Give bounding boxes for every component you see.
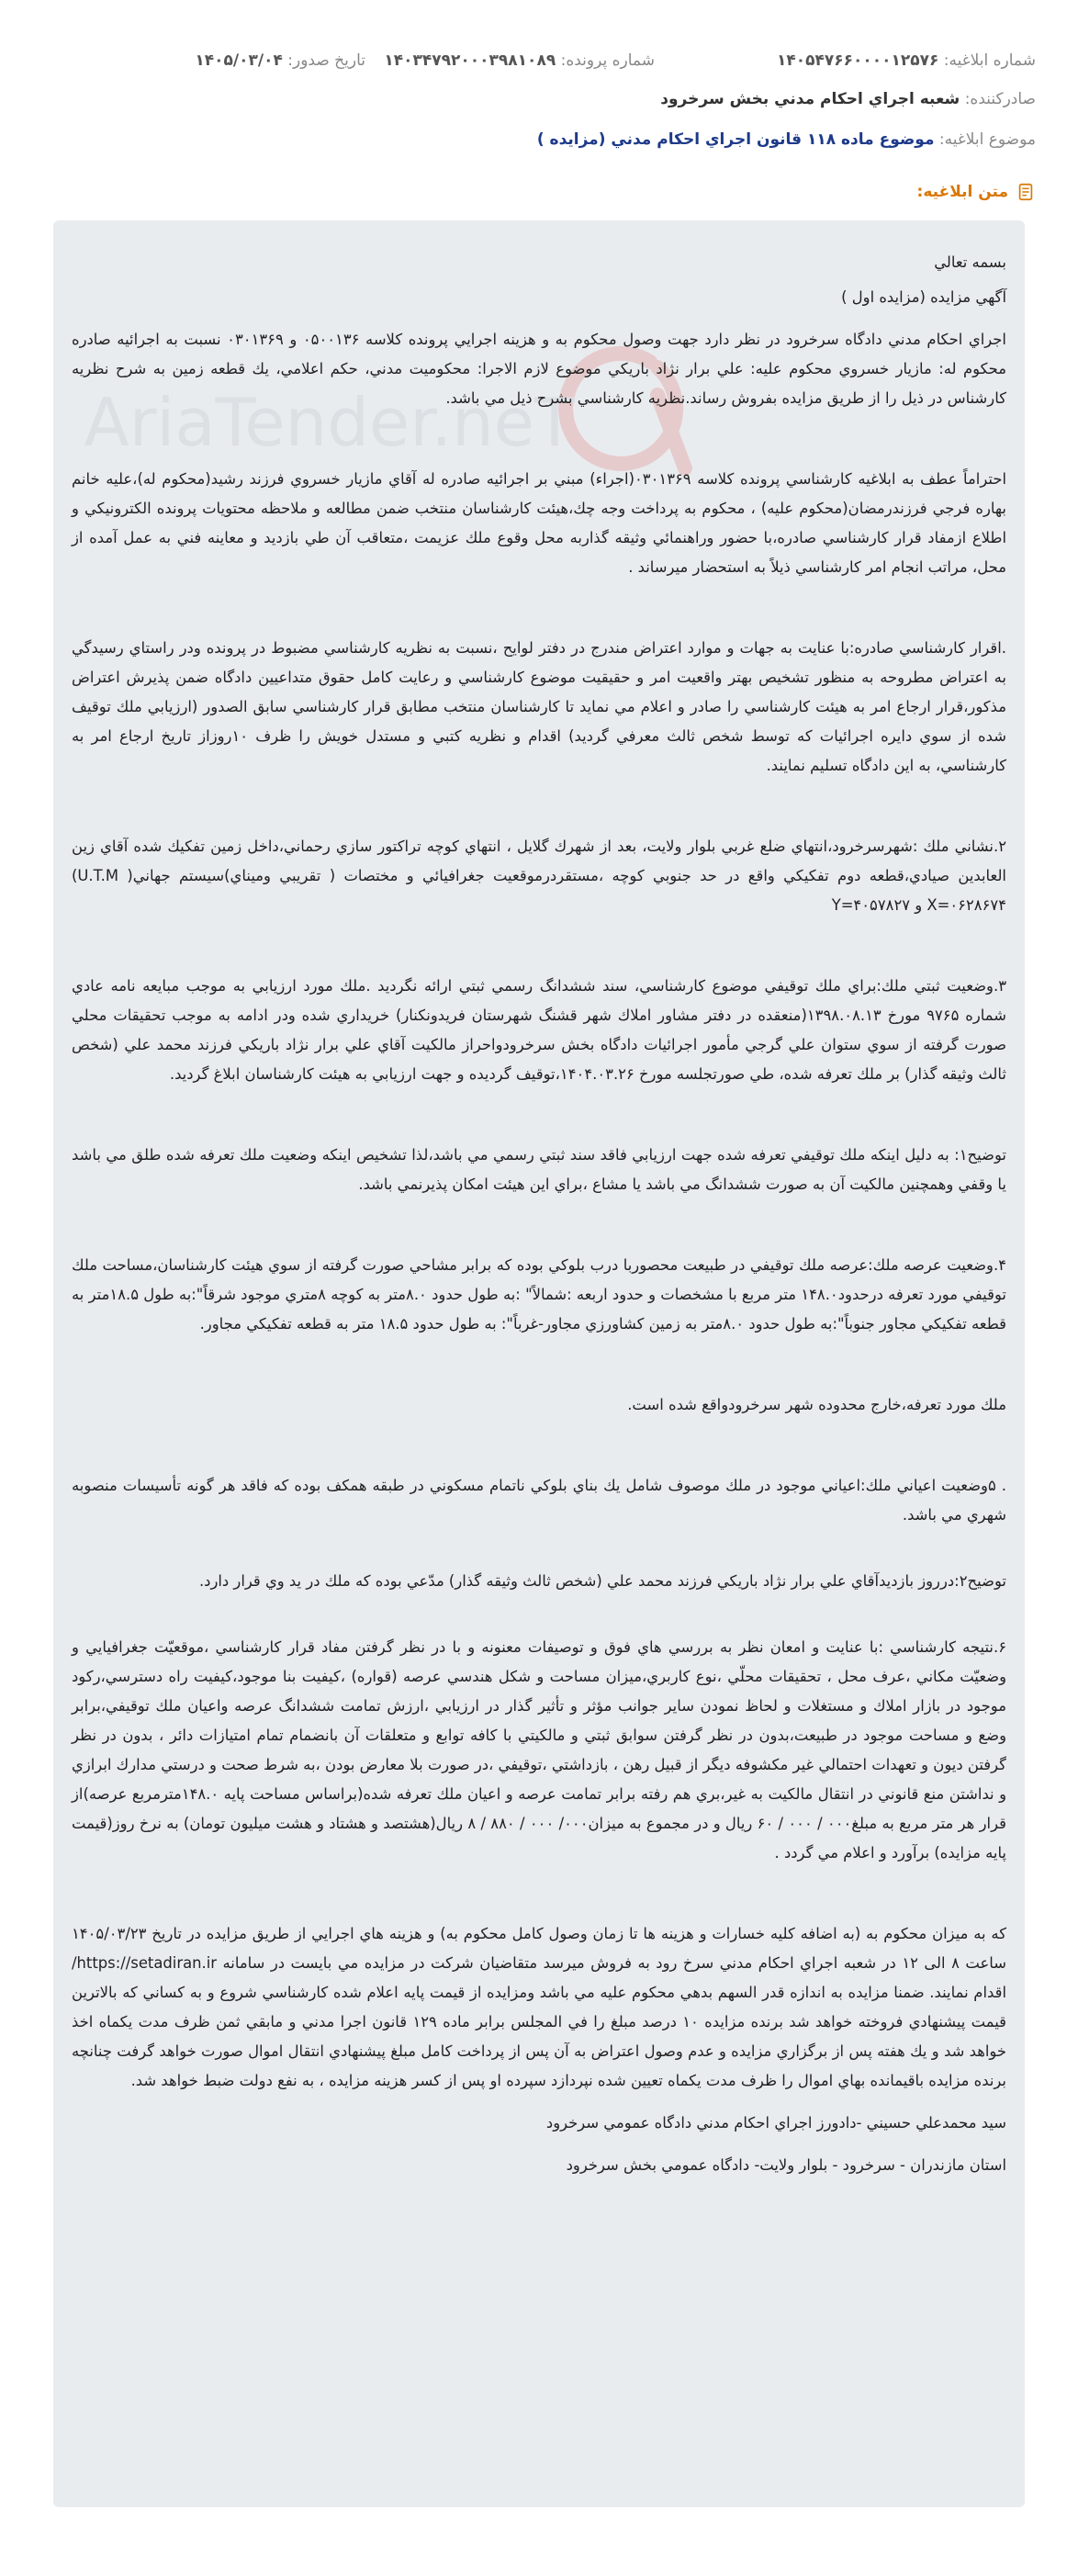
issuer-label: صادرکننده: [964, 90, 1036, 108]
watermark-text: AriaTender.neT [84, 384, 575, 461]
signature-line: سيد محمدعلي حسيني -دادورز اجراي احكام مدني دادگاه عمومي سرخرود [545, 2114, 1006, 2132]
body-paragraph-12: توضيح۲:درروز بازديدآقاي علي برار نژاد باريكي فرزند محمد علي (شخص ثالث وثيقه گذار) مدّعي بوده كه ملك در يد وي قرار دارد. [198, 1572, 1006, 1590]
case-number-value: ۱۴۰۳۴۷۹۲۰۰۰۳۹۸۱۰۸۹ [384, 51, 556, 70]
notice-content-box [53, 220, 1025, 2507]
document-icon [1016, 182, 1036, 202]
body-paragraph-13: ۶.نتيجه كارشناسي :با عنايت و امعان نظر به بررسي هاي فوق و توصيفات معنونه و با در نظر گرفتن مفاد قرار كارشناسي ،موقعيّت جغرافيايي و وضعيّت مكاني ،عرف محل ، تحقيقات محلّي ،نوع كاربري،ميزان مساحت و شكل هندسي عرصه (قواره) ،كيفيت بنا موجود،كيفيت راه دسترسي،ركود موجود در بازار املاك و مستغلات و لحاظ نمودن ساير جوانب مؤثر و تأثير گذار در ارزيابي ،ارزش تمامت ششدانگ عرصه واعيان ملك توقيفي،برابر وضع و مساحت موجود در طبيعت،بدون در نظر گرفتن سوابق ثبتي و مالكيتي با كافه توابع و متعلقات آن بانضمام تمام امتيازات دائر ، بدون در نظر گرفتن ديون و تعهدات احتمالي غير مكشوفه ديگر از قبيل رهن ، بازداشتي ،توقيفي ،در صورت بلا معارض بودن ،به شرط صحت و درستي مدارك ابرازي و نداشتن منع قانوني در انتقال مالكيت به غير،بري هم رفته برابر تمامت عرصه و اعيان ملك تعرفه شده(براساس مساحت پايه ۱۴۸.۰مترمربع عرصه)از قرار هر متر مربع به مبلغ۰۰۰ / ۰۰۰ / ۶۰ ريال و در مجموع به ميزان۰۰۰/ ۰۰۰ / ۸۸۰ / ۸ ريال(هشتصد و هشتاد و هشت ميليون تومان) به نرخ روز(قيمت پايه مزايده) برآورد و اعلام مي گردد . [72, 1638, 1007, 1862]
subject-label: موضوع ابلاغيه: [938, 130, 1036, 149]
issue-date [195, 51, 365, 70]
notice-number [777, 51, 1036, 70]
notice-text-heading [917, 182, 1036, 202]
body-paragraph-10: ملك مورد تعرفه،خارج محدوده شهر سرخرودواقع شده است. [627, 1396, 1006, 1413]
notice-text-title: متن ابلاغيه: [916, 183, 1008, 201]
issue-date-label: تاريخ صدور: [287, 51, 365, 70]
subject-value: موضوع ماده ۱۱۸ قانون اجراي احكام مدني (مزايده ) [536, 130, 935, 149]
body-paragraph-8: توضيح۱: به دليل اينكه ملك توقيفي تعرفه شده جهت ارزيابي فاقد سند ثبتي رسمي مي باشد،لذا تشخيص اينكه وضعيت ملك تعرفه شده طلق مي باشد يا وقفي وهمچنين مالكيت آن به صورت ششدانگ مي باشد يا مشاع ،براي اين هيئت امكان پذيرنمي باشد. [72, 1146, 1006, 1193]
body-paragraph-5: .اقرار كارشناسي صادره:با عنايت به جهات و موارد اعتراض مندرج در دفتر لوايح ،نسبت به نظريه كارشناسي مضبوط در پرونده ودر راستاي رسيدگي به اعتراض مطروحه به منظور تشخيص بهتر واقعيت امر و حقيقيت موضوع كارشناسي و رعايت كامل حقوق متداعيين دادگاه ضمن پذيرش اعتراض مذكور،قرار ارجاع امر به هيئت كارشناسي را صادر و اعلام مي نمايد تا كارشناسان منتخب مطابق قرار كارشناسي سابق الصدور (ارزيابي ملك توقيف شده از سوي دايره اجرائيات كه توسط شخص ثالث معرفي گرديد) اقدام و نظريه كتبي و مستدل خويش را ظرف ۱۰روزاز تاريخ ارجاع امر به كارشناسي، به اين دادگاه تسليم نمايند. [72, 639, 1006, 774]
notice-number-value: ۱۴۰۵۴۷۶۶۰۰۰۰۱۲۵۷۶ [776, 51, 939, 70]
notice-meta-row [42, 51, 1036, 81]
body-paragraph-4: احتراماً عطف به ابلاغيه كارشناسي پرونده كلاسه ۰۳۰۱۳۶۹(اجراء) مبني بر اجرائيه صادره له آقاي مازيار خسروي فرزند رشيد(محكوم له)،عليه خانم بهاره فرجي فرزندرمضان(محكوم عليه) ، محكوم به پرداخت وجه چك،هيئت كارشناسان منتخب ضمن مطالعه و ملاحظه محتويات پرونده الكترونيكي و اطلاع ازمفاد قرار كارشناسي صادره،با حضور وراهنمائي وثيقه گذاربه محل وقوع ملك عزيمت ،متعاقب آن طي بازديد و معاينه فني به عمل آمده از محل، مراتب انجام امر كارشناسي ذيلاً به استحضار ميرساند . [72, 470, 1007, 576]
body-paragraph-7: ۳.وضعيت ثبتي ملك:براي ملك توقيفي موضوع كارشناسي، سند ششدانگ رسمي ثبتي ارائه نگرديد .ملك مورد ارزيابي به موجب مبايعه نامه عادي شماره ۹۷۶۵ مورخ ۱۳۹۸.۰۸.۱۳(منعقده در دفتر مشاور املاك شهر قشنگ شهرستان فريدونكنار) خريداري شده ودر ادامه به موجب تحقيقات محلي صورت گرفته از سوي ستوان علي گرجي مأمور اجرائيات دادگاه بخش سرخرودواحراز مالكيت آقاي علي برار نژاد باريكي فرزند محمد علي (شخص ثالث وثيقه گذار) بر ملك تعرفه شده، طي صورتجلسه مورخ ۱۴۰۴.۰۳.۲۶،توقيف گرديده و جهت ارزيابي به هيئت كارشناسان ابلاغ گرديد. [72, 977, 1006, 1083]
issuer-value: شعبه اجراي احكام مدني بخش سرخرود [660, 90, 960, 108]
body-paragraph-6: ۲.نشاني ملك :شهرسرخرود،انتهاي ضلع غربي بلوار ولايت، بعد از شهرك گلايل ، انتهاي كوچه تراكتور سازي رحماني،داخل زمين تفكيك شده آقاي زين العابدين صيادي،قطعه دوم تفكيكي واقع در حد جنوبي كوچه ،مستقردرموقعيت جغرافيائي و مختصات ( تقريبي وميناي)سيستم جهاني( U.T.M) X=۰۶۲۸۶۷۴ و Y=۴۰۵۷۸۲۷ [72, 838, 1006, 914]
body-paragraph-1: بسمه تعالي [934, 253, 1006, 271]
body-paragraph-9: ۴.وضعيت عرصه ملك:عرصه ملك توقيفي در طبيعت محصوربا درب بلوكي بوده كه برابر مشاحي صورت گرفته از سوي هيئت كارشناسان،مساحت ملك توقيفي مورد تعرفه درحدود۱۴۸.۰ متر مربع با مشخصات و حدود اربعه :شمالاً" :به طول حدود ۸.۰متر به كوچه ۸متري موجود شرقاً":به طول ۱۸.۵متر به قطعه تفكيكي مجاور جنوباً":به طول حدود ۸.۰متر به زمين كشاورزي مجاور-غرباً": به طول حدود ۱۸.۵ متر به قطعه تفكيكي مجاور. [72, 1256, 1006, 1333]
body-paragraph-3: اجراي احكام مدني دادگاه سرخرود در نظر دارد جهت وصول محكوم به و هزينه اجرايي پرونده كلاسه ۰۵۰۰۱۳۶ و ۰۳۰۱۳۶۹ نسبت به اجرائيه صادره محكوم له: مازيار خسروي محكوم عليه: علي برار نژاد باريكي موضوع لازم الاجرا: محكوميت مدني، حكم اعلامي، يك قطعه زمين به شرح نظريه كارشناس در ذيل را از طريق مزايده بفروش رساند.نظريه كارشناسي بشرح ذيل مي باشد. [72, 331, 1006, 407]
case-number-label: شماره پرونده: [560, 51, 655, 70]
subject-line [42, 130, 1036, 149]
address-line: استان مازندران - سرخرود - بلوار ولايت- دادگاه عمومي بخش سرخرود [566, 2156, 1006, 2174]
notice-header [0, 0, 1078, 184]
notice-number-label: شماره ابلاغيه: [943, 51, 1036, 70]
issuer-line [42, 90, 1036, 108]
case-number [384, 51, 655, 70]
body-paragraph-2: آگهي مزايده (مزايده اول ) [841, 288, 1006, 306]
body-paragraph-14: كه به ميزان محكوم به (به اضافه كليه خسارات و هزينه ها تا زمان وصول كامل محكوم به) و هزينه هاي اجرايي از طريق مزايده در تاريخ ۱۴۰۵/۰۳/۲۳ ساعت ۸ الی ۱۲ در شعبه اجراي احكام مدني سرخ رود به فروش ميرسد متقاضيان شركت در مزايده مي بايست در سامانه https://setadiran.ir/اقدام نمايند. ضمنا مزايده به اندازه قدر السهم بدهي محكوم عليه مي باشد ومزايده از قيمت پايه اعلام شده كارشناسي شروع و به كساني كه بالاترين قيمت پيشنهادي فروخته خواهد شد برنده مزايده ۱۰ درصد مبلغ را في المجلس برابر ماده ۱۲۹ قانون اجرا مدني و مابقي ثمن ظرف مدت يكماه اخذ خواهد شد و يك هفته پس از برگزاري مزايده و عدم وصول اعتراض به آن پس از پرداخت كامل مبلغ پيشنهادي انتقال اموال صورت خواهد گرفت چنانچه برنده مزايده باقيمانده بهاي اموال را ظرف مدت يكماه تعيين شده نپردازد سپرده او پس از كسر هزينه مزايده ، به نفع دولت ضبط خواهد شد. [72, 1925, 1006, 2089]
body-paragraph-11: . ۵وضعيت اعياني ملك:اعياني موجود در ملك موصوف شامل يك بناي بلوكي ناتمام مسكوني در طبقه همكف بوده كه فاقد هر گونه تأسيسات منصوبه شهري مي باشد. [72, 1477, 1006, 1524]
issue-date-value: ۱۴۰۵/۰۳/۰۴ [195, 51, 283, 70]
